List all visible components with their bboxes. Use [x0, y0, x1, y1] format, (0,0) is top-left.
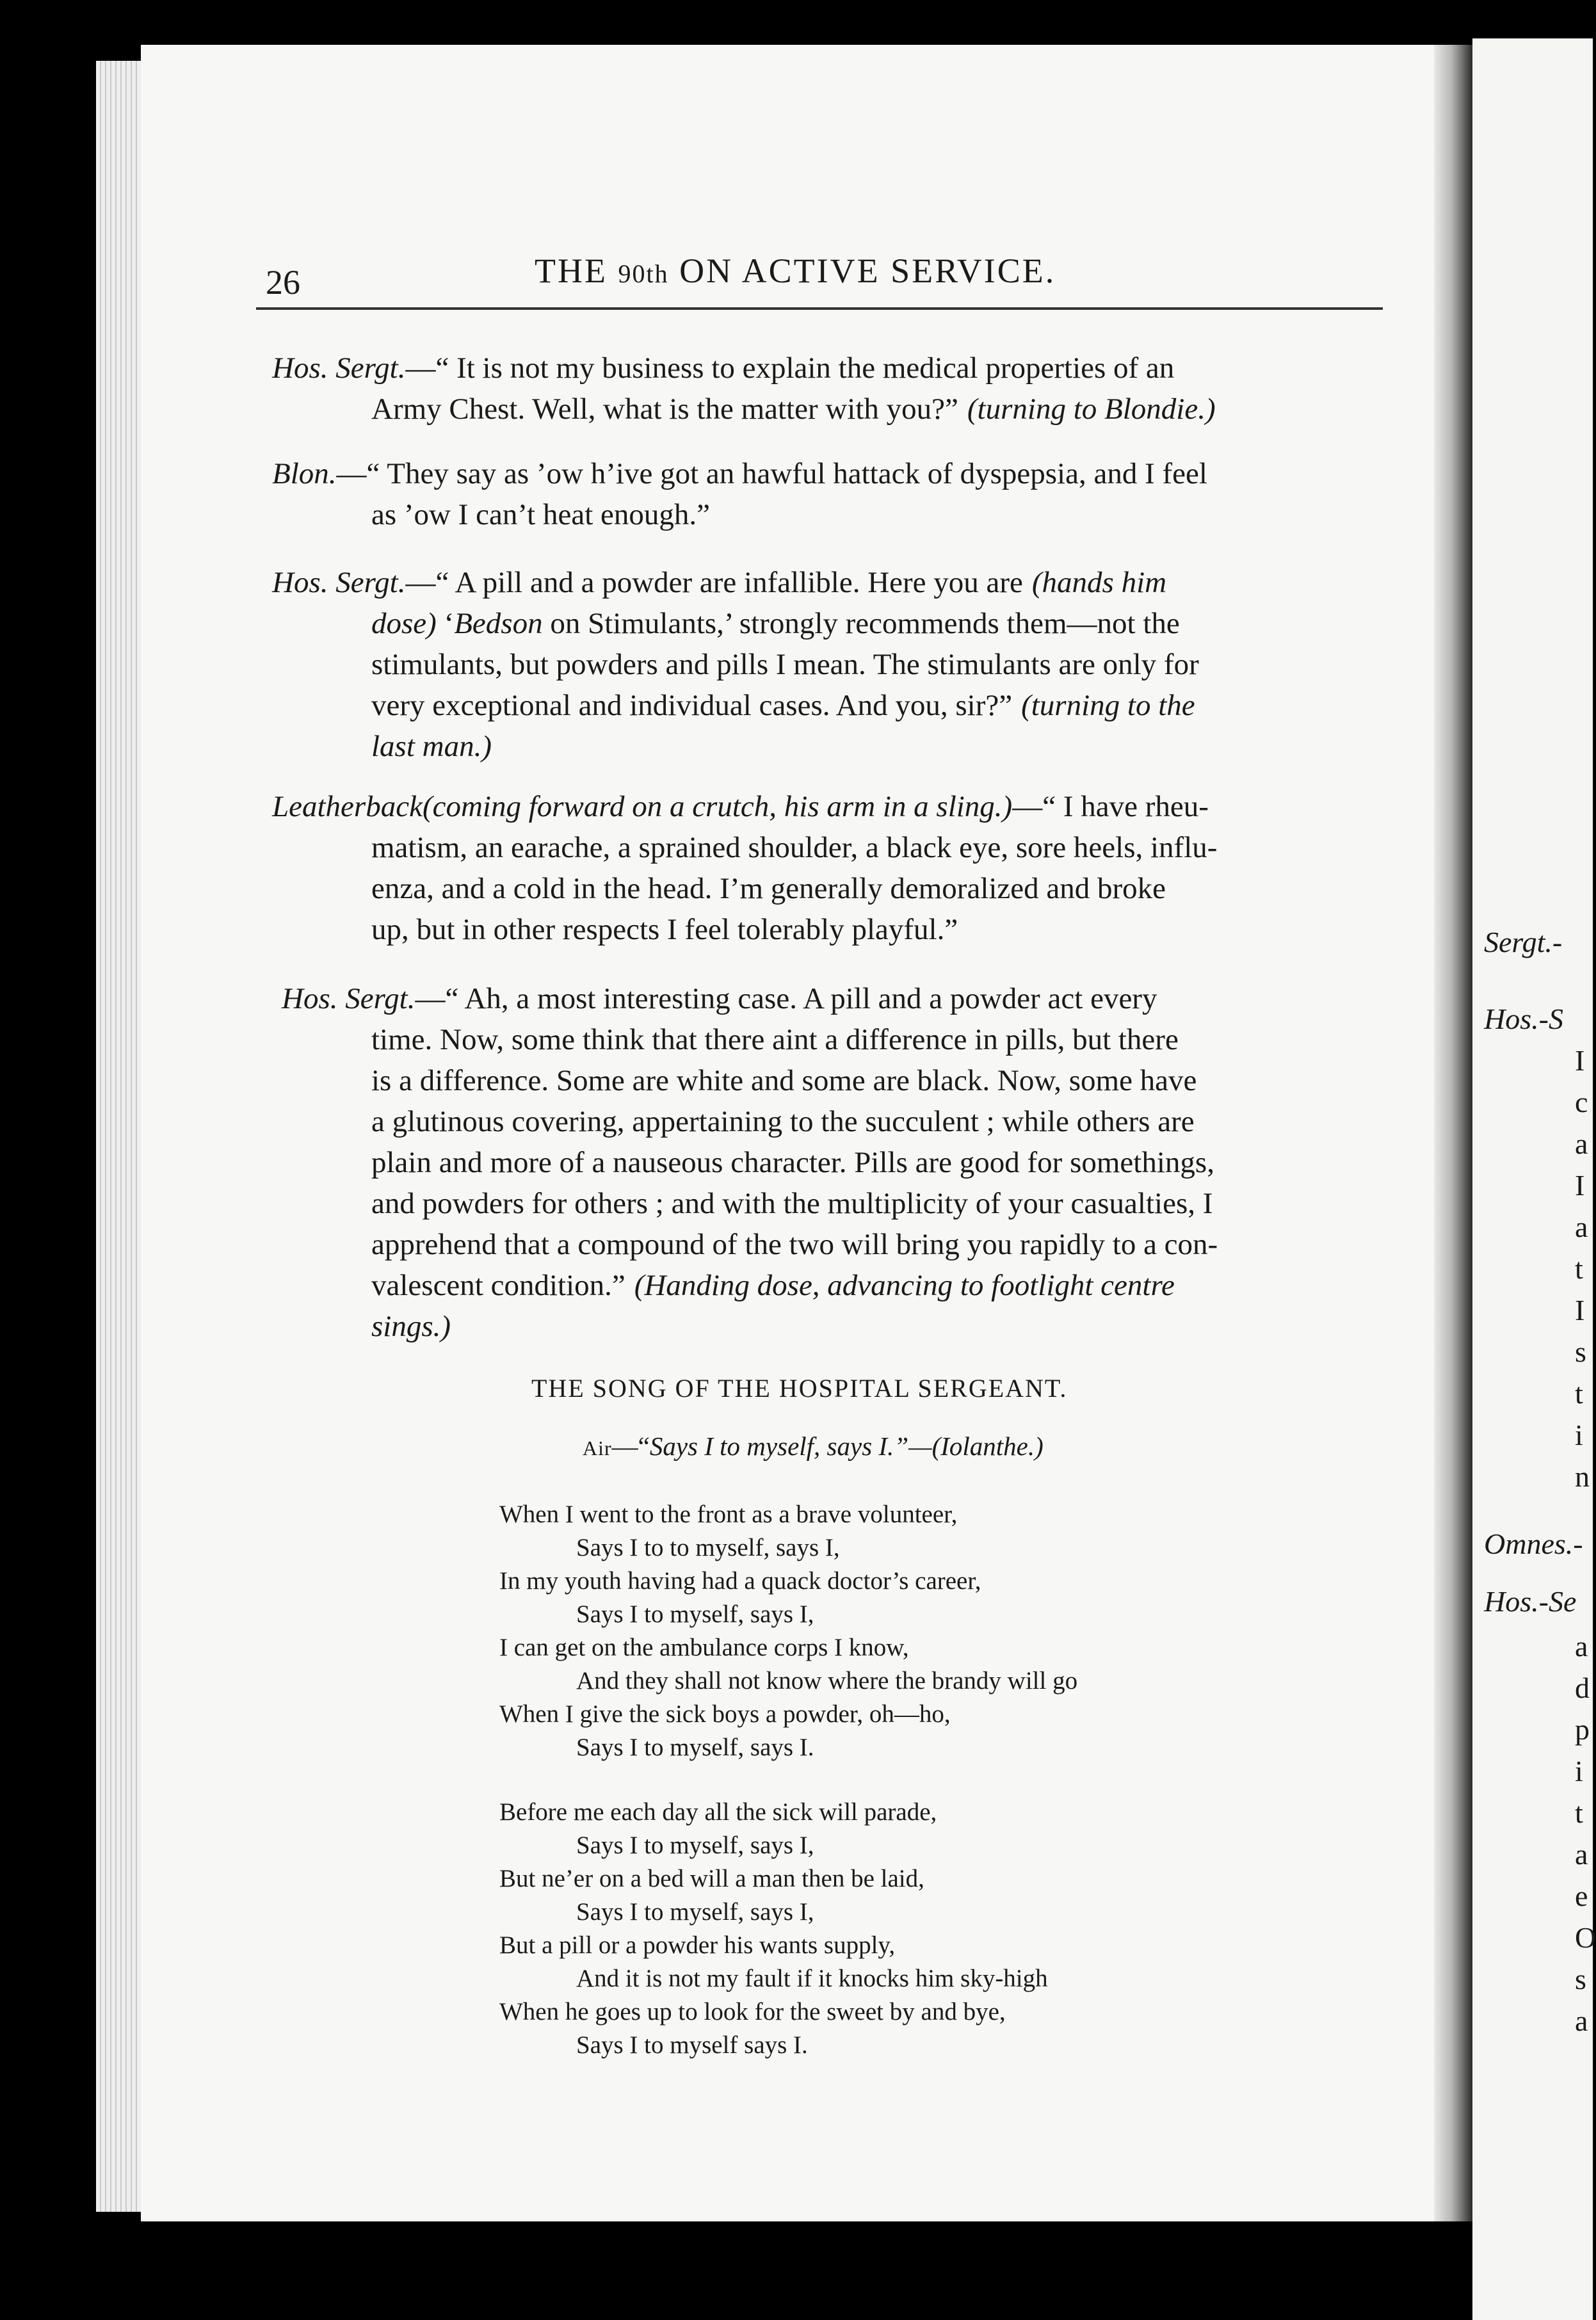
dialogue-line: [371, 645, 1199, 684]
book-gutter: [1434, 45, 1472, 2221]
song-air: [583, 1431, 1044, 1462]
right-page-fragment: Sergt.-: [1484, 926, 1563, 958]
right-page-fragment: Hos.-S: [1484, 1003, 1563, 1035]
right-page-fragment: c: [1575, 1086, 1588, 1118]
right-page-fragment: t: [1575, 1796, 1583, 1829]
dialogue-line: [371, 1184, 1213, 1223]
right-page-fragment: t: [1575, 1377, 1583, 1410]
verse-line: Says I to myself, says I.: [576, 1734, 814, 1761]
right-page-fragment: n: [1575, 1460, 1590, 1493]
right-page-fragment: i: [1575, 1755, 1583, 1787]
verse-line: Says I to myself says I.: [576, 2031, 808, 2059]
dialogue-line: [371, 828, 1217, 867]
dialogue-line: [371, 495, 710, 534]
right-page-fragment: p: [1575, 1713, 1590, 1746]
page-number: 26: [266, 263, 300, 302]
dialogue-text: —“ A pill and a powder are infallible. Here you are: [405, 566, 1023, 599]
right-page-fragment: i: [1575, 1419, 1583, 1451]
dialogue-line: [371, 869, 1166, 908]
speaker-name: Leatherback: [272, 790, 423, 823]
stage-direction: Bedson: [454, 607, 543, 640]
song-title: THE SONG OF THE HOSPITAL SERGEANT.: [531, 1374, 1068, 1403]
dialogue-text: up, but in other respects I feel tolerably playful.”: [371, 913, 958, 946]
right-page-fragment: e: [1575, 1880, 1588, 1912]
verse-line: When I went to the front as a brave volunteer,: [499, 1501, 958, 1528]
right-page-fragment: s: [1575, 1335, 1586, 1368]
dialogue-line: [371, 1020, 1179, 1059]
dialogue-text: —“ They say as ’ow h’ive got an hawful hattack of dyspepsia, and I feel: [336, 457, 1207, 490]
header-rule: [256, 307, 1383, 310]
right-page-fragment: d: [1575, 1672, 1590, 1704]
dialogue-line: [371, 1307, 451, 1346]
dialogue-text: —“ Ah, a most interesting case. A pill and a powder act every: [415, 982, 1157, 1015]
speaker-name: Hos. Sergt.: [272, 351, 406, 385]
dialogue-text: enza, and a cold in the head. I’m generally demoralized and broke: [371, 872, 1166, 905]
verse-line: In my youth having had a quack doctor’s career,: [499, 1567, 981, 1595]
verse-line: Says I to myself, says I,: [576, 1898, 814, 1926]
dialogue-text: and powders for others ; and with the multiplicity of your casualties, I: [371, 1187, 1213, 1220]
stage-direction: (turning to Blondie.): [967, 392, 1216, 426]
running-head: [535, 251, 1056, 291]
dialogue-text: is a difference. Some are white and some are black. Now, some have: [371, 1064, 1197, 1097]
dialogue-line: [371, 910, 958, 949]
dialogue-line: [371, 1102, 1195, 1141]
dialogue-line: [282, 979, 1157, 1018]
right-page-fragment: a: [1575, 1211, 1588, 1243]
dialogue-text: —“ It is not my business to explain the medical properties of an: [405, 351, 1175, 385]
verse-line: When I give the sick boys a powder, oh—ho,: [499, 1700, 951, 1728]
stage-direction: (Handing dose, advancing to footlight centre: [634, 1269, 1175, 1302]
dialogue-line: [371, 1143, 1214, 1182]
right-page-fragment: I: [1575, 1044, 1585, 1077]
right-page-fragment: O: [1575, 1921, 1596, 1954]
stage-direction: (hands him: [1031, 566, 1167, 599]
speaker-name: Hos. Sergt.: [272, 566, 406, 599]
right-page-fragment: a: [1575, 1838, 1588, 1871]
air-dash: —“: [611, 1431, 650, 1461]
dialogue-line: [272, 349, 1174, 387]
dialogue-line: [371, 1266, 1175, 1305]
stage-direction: (turning to the: [1021, 689, 1195, 722]
verse-line: Before me each day all the sick will parade,: [499, 1798, 937, 1826]
dialogue-line: [371, 686, 1195, 725]
right-page-fragment: a: [1575, 1127, 1588, 1160]
dialogue-line: [272, 563, 1166, 602]
dialogue-text: very exceptional and individual cases. And you, sir?”: [371, 689, 1013, 722]
stage-direction: dose): [371, 607, 437, 640]
verse-line: But ne’er on a bed will a man then be laid,: [499, 1865, 924, 1892]
right-page-fragment: Omnes.-: [1484, 1527, 1583, 1560]
running-head-pre: THE: [535, 252, 618, 290]
stage-direction: sings.): [371, 1310, 451, 1343]
dialogue-line: [272, 787, 1209, 826]
dialogue-line: [371, 727, 492, 766]
dialogue-text: stimulants, but powders and pills I mean. The stimulants are only for: [371, 648, 1199, 681]
right-page-fragment: I: [1575, 1169, 1585, 1202]
verse-line: But a pill or a powder his wants supply,: [499, 1931, 896, 1959]
verse-line: When he goes up to look for the sweet by and bye,: [499, 1998, 1006, 2026]
dialogue-line: [371, 604, 1180, 643]
right-page-fragment: I: [1575, 1294, 1585, 1326]
dialogue-line: [371, 1225, 1218, 1264]
dialogue-line: [371, 390, 1216, 428]
dialogue-text: matism, an earache, a sprained shoulder, a black eye, sore heels, influ-: [371, 831, 1218, 864]
dialogue-text: time. Now, some think that there aint a difference in pills, but there: [371, 1023, 1179, 1056]
dialogue-text: apprehend that a compound of the two will bring you rapidly to a con-: [371, 1228, 1218, 1261]
verse-line: Says I to myself, says I,: [576, 1600, 814, 1628]
dialogue-text: —“ I have rheu-: [1012, 790, 1209, 823]
air-text: Says I to myself, says I.: [649, 1431, 894, 1461]
right-page-fragment: Hos.-Se: [1484, 1585, 1577, 1618]
right-page-fragment: a: [1575, 1630, 1588, 1663]
running-head-post: ON ACTIVE SERVICE.: [668, 252, 1056, 290]
air-label: Air: [583, 1437, 612, 1460]
right-page-fragment: a: [1575, 2004, 1588, 2037]
verse-line: Says I to to myself, says I,: [576, 1534, 840, 1561]
dialogue-text: valescent condition.”: [371, 1269, 625, 1302]
dialogue-line: [371, 1061, 1197, 1100]
speaker-name: Blon.: [272, 457, 337, 490]
stage-direction: last man.): [371, 730, 492, 763]
air-source: ”—(Iolanthe.): [894, 1431, 1044, 1461]
dialogue-text: ‘: [436, 607, 455, 640]
running-head-number: 90th: [618, 259, 669, 288]
speaker-name: Hos. Sergt.: [282, 982, 415, 1015]
stage-direction: (coming forward on a crutch, his arm in a sling.): [422, 790, 1013, 823]
right-page-fragment: s: [1575, 1963, 1586, 1995]
dialogue-text: Army Chest. Well, what is the matter with you?”: [371, 392, 958, 426]
dialogue-text: plain and more of a nauseous character. Pills are good for somethings,: [371, 1146, 1214, 1179]
dialogue-text: a glutinous covering, appertaining to the succulent ; while others are: [371, 1105, 1195, 1138]
verse-line: I can get on the ambulance corps I know,: [499, 1634, 909, 1661]
verse-line: And they shall not know where the brandy will go: [576, 1667, 1078, 1695]
dialogue-text: as ’ow I can’t heat enough.”: [371, 498, 710, 531]
dialogue-text: on Stimulants,’ strongly recommends them—not the: [542, 607, 1180, 640]
right-page-fragment: t: [1575, 1252, 1583, 1285]
verse-line: Says I to myself, says I,: [576, 1832, 814, 1859]
dialogue-line: [272, 455, 1207, 493]
verse-line: And it is not my fault if it knocks him sky-high: [576, 1965, 1048, 1992]
